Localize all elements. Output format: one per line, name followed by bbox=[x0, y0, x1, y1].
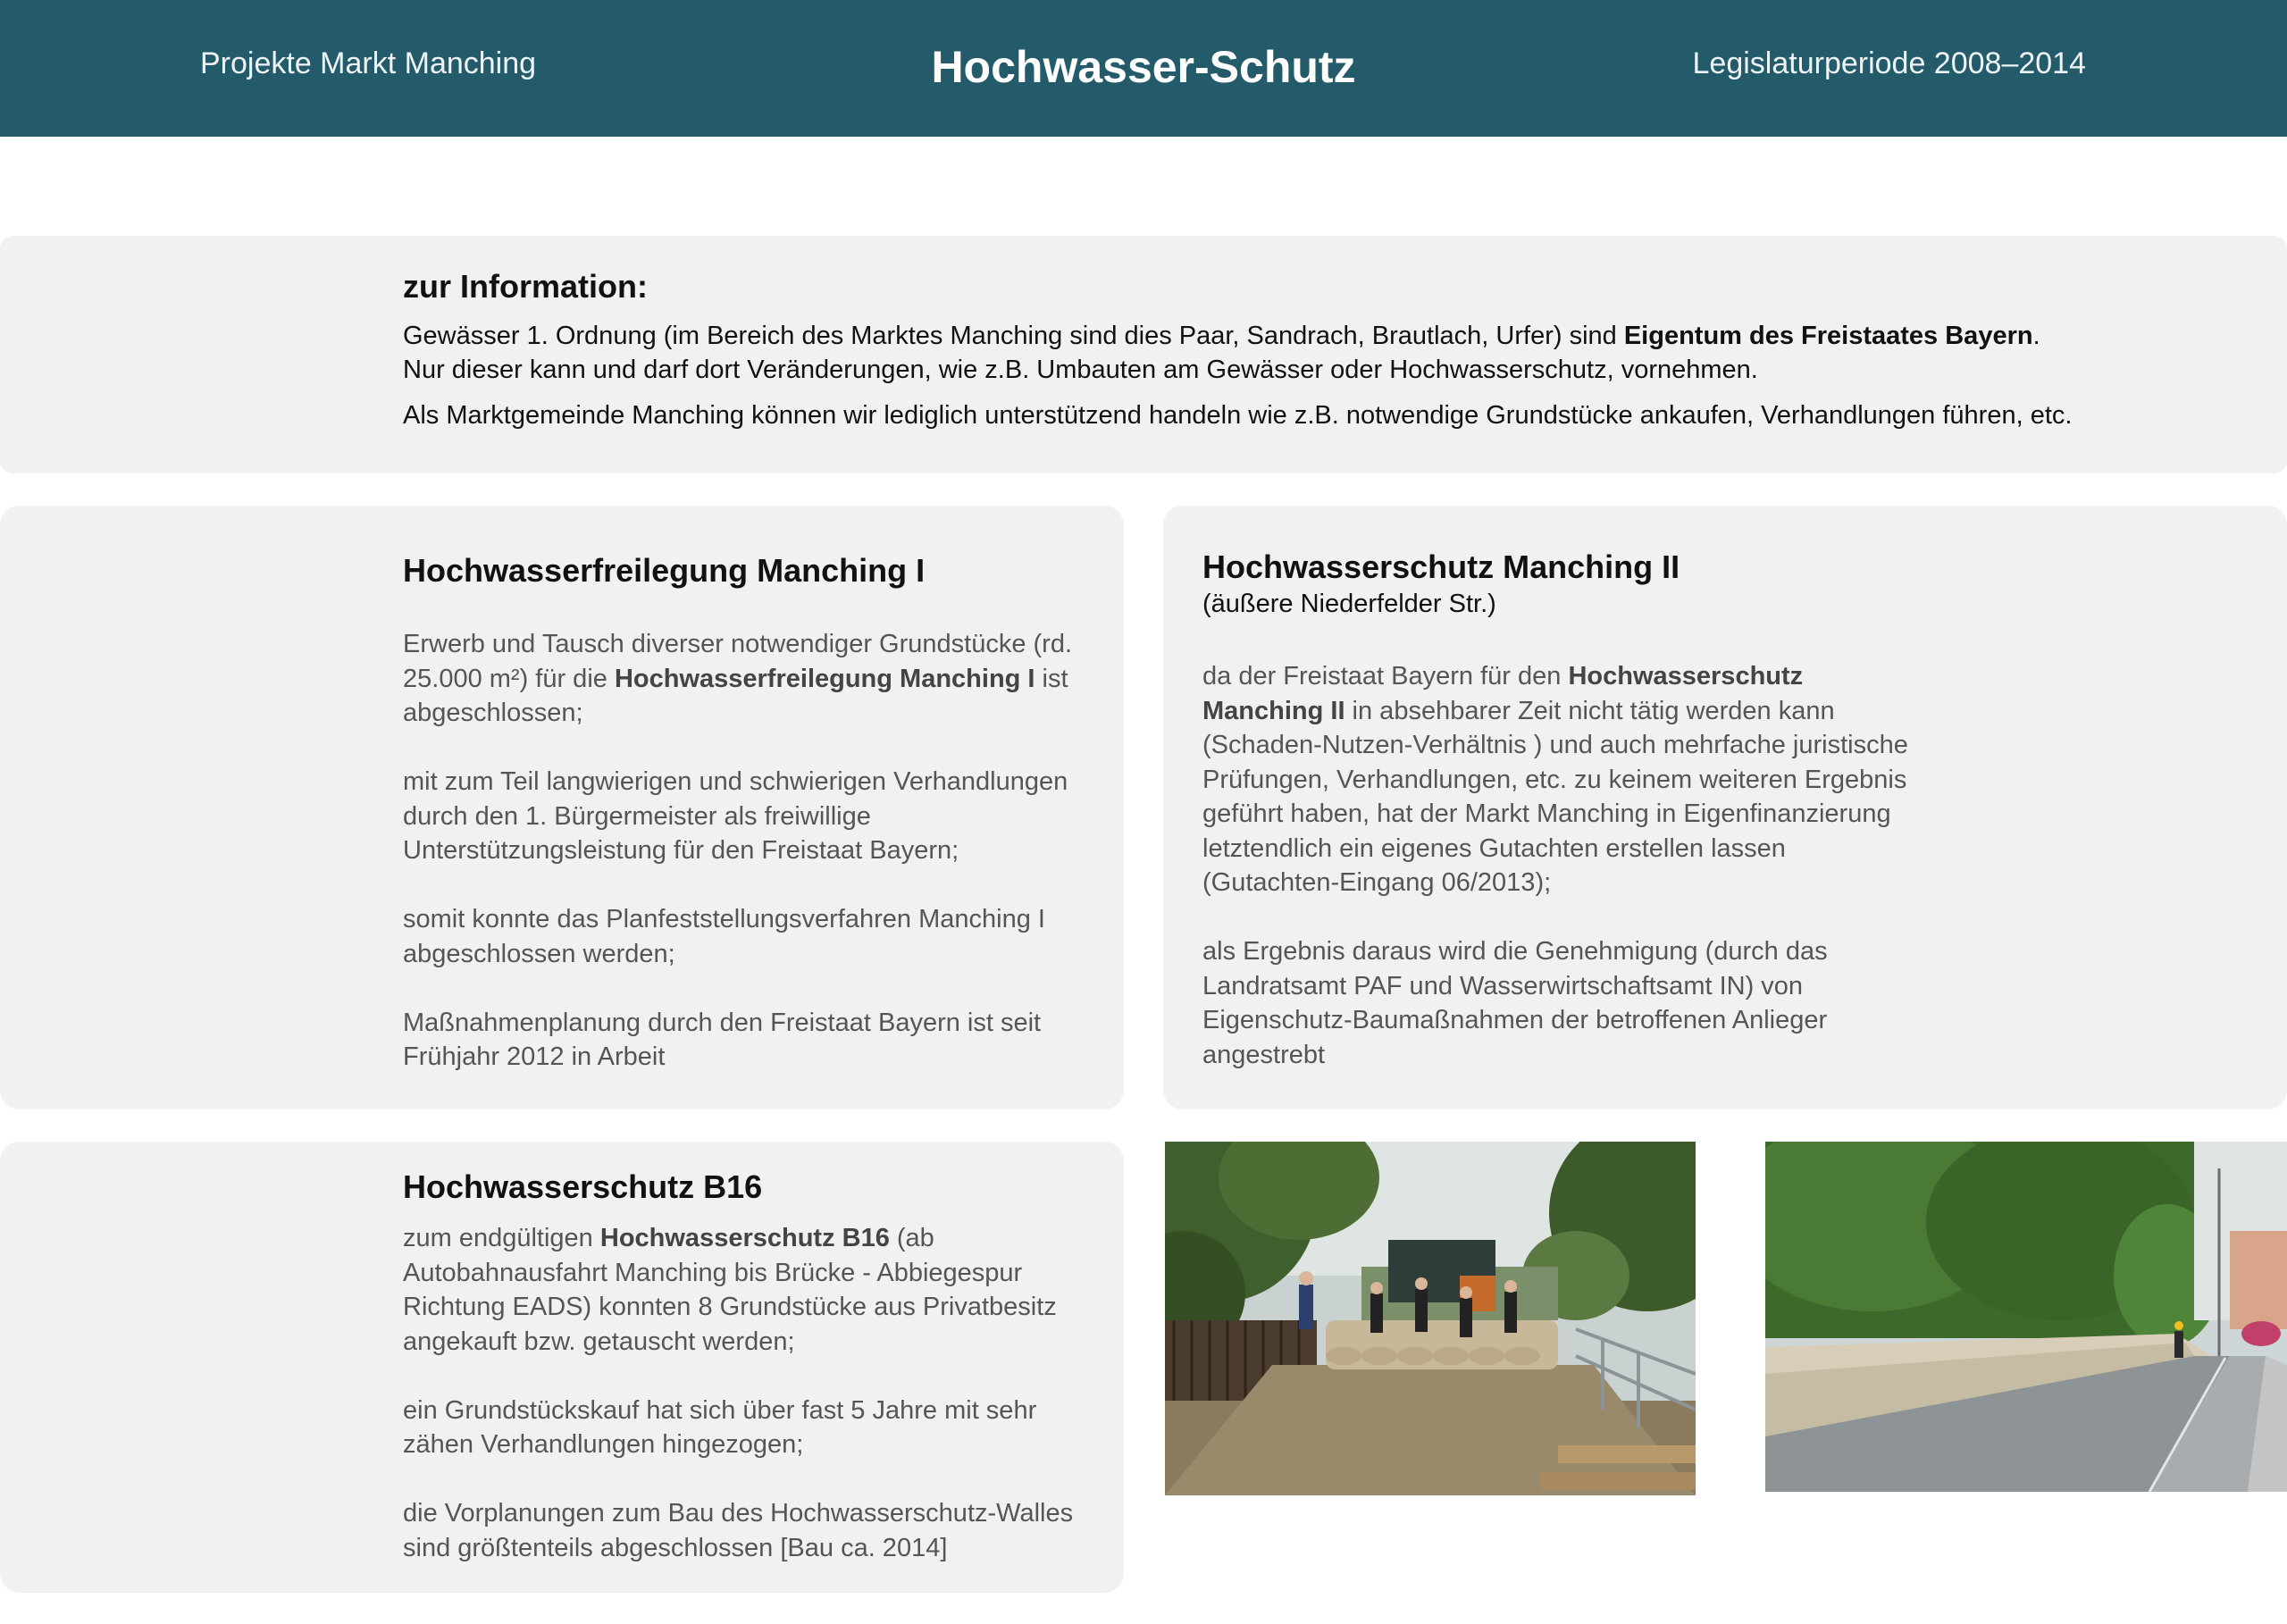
info-title: zur Information: bbox=[403, 268, 648, 305]
info-line-1-bold: Eigentum des Freistaates Bayern bbox=[1623, 322, 2033, 350]
b16-paragraph-1 bbox=[403, 1221, 1100, 1359]
info-line-3: Als Marktgemeinde Manching können wir lediglich unterstützend handeln wie z.B. notwendige Grundstücke ankaufen, Verhandlungen führen, etc. bbox=[403, 401, 2073, 430]
header-left-label: Projekte Markt Manching bbox=[200, 46, 537, 80]
manching-1-paragraph-4: Maßnahmenplanung durch den Freistaat Bayern ist seit Frühjahr 2012 in Arbeit bbox=[403, 1008, 1042, 1071]
manching-1-title: Hochwasserfreilegung Manching I bbox=[403, 552, 926, 589]
manching-2-p1-bold: Hochwasserschutz Manching II bbox=[1202, 662, 1804, 725]
info-line-2: Nur dieser kann und darf dort Veränderungen, wie z.B. Umbauten am Gewässer oder Hochwasserschutz, vornehmen. bbox=[403, 356, 1758, 384]
page-title: Hochwasser-Schutz bbox=[931, 42, 1356, 92]
info-line-1 bbox=[403, 322, 2040, 351]
info-line-1-text: Gewässer 1. Ordnung (im Bereich des Marktes Manching sind dies Paar, Sandrach, Brautlach, Urfer) sind bbox=[403, 322, 1624, 350]
manching-1-paragraph-2: mit zum Teil langwierigen und schwierigen Verhandlungen durch den 1. Bürgermeister als freiwillige Unterstützungsleistung für den Freistaat Bayern; bbox=[403, 767, 1068, 865]
manching-1-text bbox=[403, 627, 1100, 1075]
b16-paragraph-2: ein Grundstückskauf hat sich über fast 5 Jahre mit sehr zähen Verhandlungen hingezogen; bbox=[403, 1395, 1037, 1459]
road-sandbag-photo bbox=[1765, 1142, 2287, 1492]
b16-text bbox=[403, 1221, 1100, 1565]
manching-2-paragraph-2: als Ergebnis daraus wird die Genehmigung (durch das Landratsamt PAF und Wasserwirtschaftsamt IN) von Eigenschutz-Baumaßnahmen der betroffenen Anlieger angestrebt bbox=[1202, 937, 1828, 1069]
header-bar bbox=[0, 0, 2287, 137]
info-line-1-end: . bbox=[2032, 322, 2040, 350]
manching-2-p1-text: da der Freistaat Bayern für den bbox=[1202, 662, 1569, 691]
manching-2-title: Hochwasserschutz Manching II bbox=[1202, 548, 1680, 585]
manching-1-paragraph-3: somit konnte das Planfeststellungsverfahren Manching I abgeschlossen werden; bbox=[403, 905, 1045, 968]
info-panel bbox=[0, 236, 2287, 473]
manching-2-subtitle: (äußere Niederfelder Str.) bbox=[1202, 590, 1496, 618]
manching-1-p1-text: Erwerb und Tausch diverser notwendiger Grundstücke (rd. 25.000 m²) für die bbox=[403, 630, 1073, 693]
b16-title: Hochwasserschutz B16 bbox=[403, 1168, 763, 1205]
b16-p1-bold: Hochwasserschutz B16 bbox=[599, 1224, 890, 1252]
b16-p1-text: zum endgültigen bbox=[403, 1224, 600, 1252]
header-right-label: Legislaturperiode 2008–2014 bbox=[1692, 46, 2086, 80]
manching-2-text bbox=[1202, 659, 1908, 1072]
manching-2-paragraph-1 bbox=[1202, 659, 1908, 900]
b16-p1-end: (ab Autobahnausfahrt Manching bis Brücke - Abbiegespur Richtung EADS) konnten 8 Grundstücke aus Privatbesitz angekauft bzw. getauscht werden; bbox=[403, 1224, 1057, 1356]
manching-2-p1-end: in absehbarer Zeit nicht tätig werden kann (Schaden-Nutzen-Verhältnis ) und auch mehrfache juristische Prüfungen, Verhandlungen, etc. zu keinem weiteren Ergebnis geführt haben, hat der Markt Manching in Eigenfinanzierung letztendlich ein eigenes Gutachten erstellen lassen (Gutachten-Eingang 06/2013); bbox=[1202, 696, 1908, 897]
manching-1-p1-bold: Hochwasserfreilegung Manching I bbox=[614, 664, 1035, 693]
manching-1-p1-end: ist abgeschlossen; bbox=[403, 664, 1068, 727]
flood-sandbag-photo bbox=[1165, 1142, 1696, 1495]
b16-paragraph-3: die Vorplanungen zum Bau des Hochwasserschutz-Walles sind größtenteils abgeschlossen [Bau ca. 2014] bbox=[403, 1499, 1074, 1562]
manching-1-paragraph-1 bbox=[403, 627, 1100, 731]
